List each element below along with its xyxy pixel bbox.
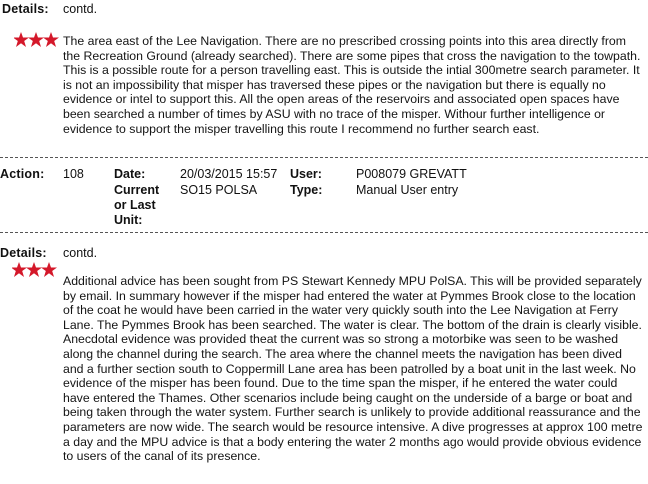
- details-label-1: Details:: [2, 2, 49, 16]
- details-paragraph-1: The area east of the Lee Navigation. There are no prescribed crossing points into this area directly from the Recreation Ground (already searched). There are some pipes that cross the navigation to the towpath. This is a possible route for a person travelling east. This is outside the intial 300metre search parameter. It is not an impossibility that misper has traversed these pipes or the navigation but there is equally no evidence or intel to support this. All the open areas of the reservoirs and associated open spaces have been searched a number of times by ASU with no trace of the misper. Withour further intelligence or evidence to support the misper travelling this route I recommend no further search east.: [63, 34, 641, 136]
- type-value: Manual User entry: [356, 183, 459, 197]
- divider-top: [0, 157, 648, 158]
- date-value: 20/03/2015 15:57: [180, 167, 278, 181]
- action-label: Action:: [0, 167, 45, 181]
- three-red-stars-icon: [14, 32, 60, 48]
- details-label-2: Details:: [0, 246, 47, 260]
- date-label: Date:: [114, 167, 146, 181]
- contd-text-2: contd.: [63, 246, 98, 260]
- contd-text-1: contd.: [63, 2, 98, 16]
- unit-label-line1: Current: [114, 183, 160, 197]
- type-label: Type:: [290, 183, 323, 197]
- divider-bottom: [0, 232, 648, 233]
- action-number: 108: [63, 167, 84, 181]
- details-paragraph-2: Additional advice has been sought from PS Stewart Kennedy MPU PolSA. This will be provided separately by email. In summary however if the misper had entered the water at Pymmes Brook close to the location of the coat he would have been carried in the water very quickly south into the Lee Navigation at Ferry Lane. The Pymmes Brook has been searched. The water is clear. The bottom of the drain is clearly visible. Anecdotal evidence was provided theat the current was so strong a motorbike was seen to be washed along the channel during the search. The area where the channel meets the navigation has been dived and a further section south to Coppermill Lane area has been patrolled by a boat unit in the last week. No evidence of the misper has been found. Due to the time span the misper, if he entered the water could have entered the Thames. Other scenarios include being caught on the underside of a barge or boat and being taken through the water system. Further search is unlikely to provide additional reassurance and the parameters are now wide. The search would be resource intensive. A dive progresses at approx 100 metre a day and the MPU advice is that a body entering the water 2 months ago would provide obvious evidence to users of the canal of its presence.: [63, 274, 643, 464]
- unit-value: SO15 POLSA: [180, 183, 258, 197]
- unit-label-line3: Unit:: [114, 213, 143, 227]
- user-label: User:: [290, 167, 322, 181]
- user-value: P008079 GREVATT: [356, 167, 467, 181]
- three-red-stars-icon: [12, 262, 58, 278]
- unit-label-line2: or Last: [114, 198, 156, 212]
